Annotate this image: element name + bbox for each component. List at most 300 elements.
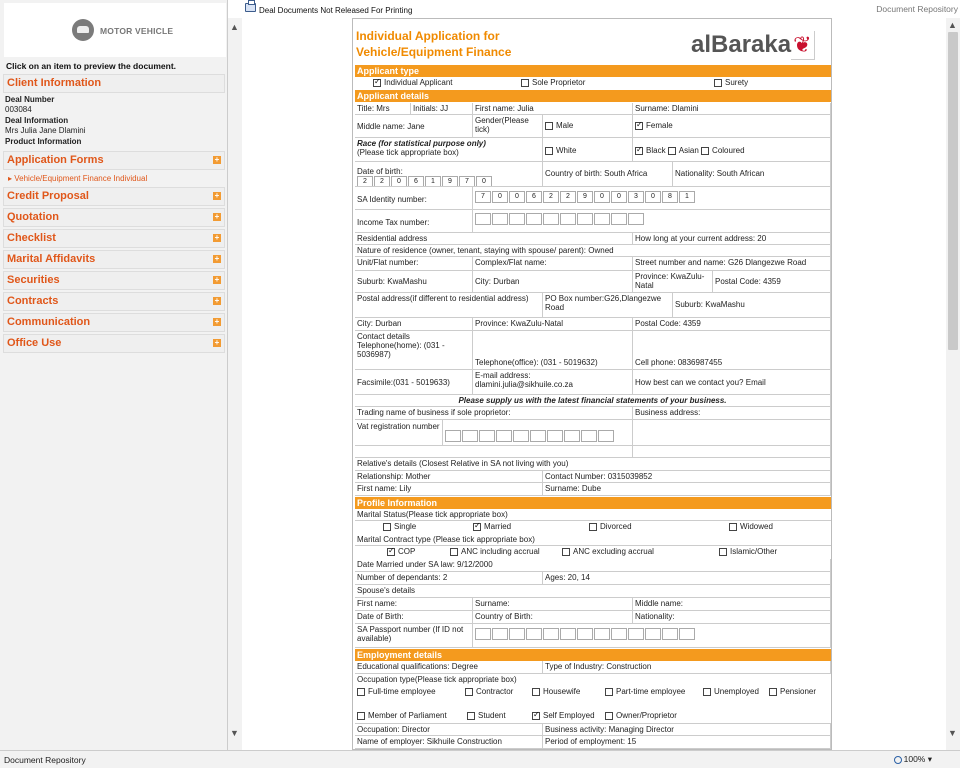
- option-black: Black: [646, 146, 666, 155]
- digit-box[interactable]: 7: [459, 176, 475, 187]
- passport-boxes: [475, 628, 696, 640]
- field-po-box: PO Box number:G26,Dlangezwe Road: [543, 293, 673, 318]
- logo-label: MOTOR VEHICLE: [100, 26, 174, 36]
- field-cell: Cell phone: 0836987455: [633, 331, 831, 370]
- field-ages: Ages: 20, 14: [543, 572, 831, 585]
- option-individual[interactable]: [371, 77, 521, 88]
- contract-cop[interactable]: [385, 546, 455, 557]
- blank-cell: [355, 446, 633, 458]
- digit-box[interactable]: [530, 430, 546, 442]
- occ-part-time[interactable]: [603, 686, 703, 697]
- deal-info: Mrs Julia Jane Dlamini: [5, 126, 86, 135]
- field-business-address: Business address:: [633, 407, 831, 420]
- field-spouse-passport: SA Passport number (If ID not available): [355, 624, 473, 648]
- field-surname: Surname: Dlamini: [633, 103, 831, 115]
- option-label: Divorced: [600, 522, 632, 531]
- digit-box[interactable]: [509, 213, 525, 225]
- checkbox[interactable]: [562, 548, 570, 556]
- option-label: Full-time employee: [368, 687, 436, 696]
- occ-student[interactable]: [465, 710, 535, 721]
- option-label: Female: [646, 121, 673, 130]
- marital-married[interactable]: [471, 521, 551, 532]
- digit-box[interactable]: 8: [662, 191, 678, 203]
- preview-hint: Click on an item to preview the document.: [6, 61, 177, 71]
- occ-parliament[interactable]: [355, 710, 465, 721]
- race-label: Race (for statistical purpose only): [357, 139, 486, 148]
- digit-box[interactable]: [492, 213, 508, 225]
- field-first-name: First name: Julia: [473, 103, 633, 115]
- digit-box[interactable]: 0: [509, 191, 525, 203]
- field-gender-label: Gender(Please tick): [473, 115, 543, 138]
- digit-box[interactable]: 6: [408, 176, 424, 187]
- nature-row: [355, 245, 831, 257]
- occ-pensioner[interactable]: [767, 686, 831, 697]
- digit-box[interactable]: 0: [492, 191, 508, 203]
- occ-full-time[interactable]: [355, 686, 465, 697]
- digit-box[interactable]: [564, 430, 580, 442]
- occ-owner[interactable]: [603, 710, 703, 721]
- section-label: Checklist: [7, 232, 56, 244]
- field-nationality: Nationality: South African: [673, 162, 831, 187]
- relative-header-row: [355, 458, 831, 471]
- option-label: Owner/Proprietor: [616, 711, 677, 720]
- expand-icon[interactable]: +: [214, 275, 220, 284]
- field-city: City: Durban: [473, 271, 633, 293]
- sa-id-label: SA Identity number:: [355, 187, 473, 210]
- spouse-header-row: [355, 585, 831, 598]
- digit-box[interactable]: 1: [679, 191, 695, 203]
- field-postal-code-2: Postal Code: 4359: [633, 318, 831, 331]
- digit-box[interactable]: [462, 430, 478, 442]
- name-row: [355, 103, 831, 115]
- document-toolbar: [242, 0, 960, 18]
- section-header: Applicant type: [355, 65, 831, 77]
- vat-boxes: [445, 430, 615, 442]
- field-contact-preference: How best can we contact you? Email: [633, 370, 831, 395]
- occupation-row: [355, 723, 831, 736]
- digit-box[interactable]: [526, 628, 542, 640]
- occ-contractor[interactable]: [463, 686, 533, 697]
- residential-label: Residential address: [355, 233, 633, 245]
- checkbox[interactable]: [383, 523, 391, 531]
- postal-city-row: [355, 318, 831, 331]
- option-label: Pensioner: [780, 687, 817, 696]
- income-tax-label: Income Tax number:: [355, 210, 473, 233]
- field-qualifications: Educational qualifications: Degree: [355, 661, 543, 674]
- section-label: Credit Proposal: [7, 190, 89, 202]
- sub-item-vehicle-finance[interactable]: ▸ Vehicle/Equipment Finance Individual: [8, 174, 147, 183]
- field-spouse-first-name: First name:: [355, 598, 473, 611]
- spouse-header: Spouse's details: [355, 585, 831, 598]
- digit-box[interactable]: 0: [391, 176, 407, 187]
- digit-box[interactable]: 2: [357, 176, 373, 187]
- occ-unemployed[interactable]: [701, 686, 771, 697]
- digit-box[interactable]: [581, 430, 597, 442]
- occupation-options-row-1: [355, 686, 831, 700]
- digit-box[interactable]: [662, 628, 678, 640]
- field-unit: Unit/Flat number:: [355, 257, 473, 271]
- section-checklist[interactable]: [3, 229, 225, 248]
- field-spouse-middle-name: Middle name:: [633, 598, 831, 611]
- expand-icon[interactable]: +: [214, 338, 220, 347]
- checkbox[interactable]: [357, 688, 365, 696]
- postal-row: [355, 293, 831, 318]
- digit-box[interactable]: [594, 628, 610, 640]
- field-spouse-surname: Surname:: [473, 598, 633, 611]
- section-label: Securities: [7, 274, 60, 286]
- unit-row: [355, 257, 831, 271]
- contact-cell: [355, 331, 473, 370]
- field-business-activity: Business activity: Managing Director: [543, 723, 831, 736]
- contact-label: Contact details: [357, 332, 410, 341]
- digit-box[interactable]: [526, 213, 542, 225]
- digit-box[interactable]: [479, 430, 495, 442]
- repository-title: Document Repository: [876, 4, 958, 14]
- field-complex: Complex/Flat name:: [473, 257, 633, 271]
- checkbox-checked[interactable]: [532, 712, 540, 720]
- digit-box[interactable]: [560, 628, 576, 640]
- option-label: Married: [484, 522, 512, 531]
- digit-box[interactable]: [611, 213, 627, 225]
- checkbox-checked[interactable]: [635, 147, 643, 155]
- income-tax-row: [355, 210, 831, 233]
- checkbox[interactable]: [714, 79, 722, 87]
- digit-box[interactable]: 0: [476, 176, 492, 187]
- suburb-row: [355, 271, 831, 293]
- field-dependants: Number of dependants: 2: [355, 572, 543, 585]
- checkbox[interactable]: [450, 548, 458, 556]
- occupation-options-row-2: [355, 710, 831, 723]
- relative-name-row: [355, 483, 831, 496]
- field-relative-first-name: First name: Lily: [355, 483, 543, 496]
- field-spouse-dob: Date of Birth:: [355, 611, 473, 624]
- spouse-dob-row: [355, 611, 831, 624]
- digit-box[interactable]: [492, 628, 508, 640]
- section-securities[interactable]: [3, 271, 225, 290]
- field-tel-home: Telephone(home): (031 - 5036987): [357, 341, 445, 359]
- field-spouse-nationality: Nationality:: [633, 611, 831, 624]
- digit-box[interactable]: [509, 628, 525, 640]
- section-marital-affidavits[interactable]: [3, 250, 225, 269]
- option-label: Housewife: [543, 687, 581, 696]
- option-sole-proprietor[interactable]: [519, 77, 669, 88]
- race-row: [355, 138, 831, 162]
- digit-box[interactable]: 7: [475, 191, 491, 203]
- marital-divorced[interactable]: [587, 521, 667, 532]
- option-coloured: Coloured: [712, 146, 745, 155]
- digit-box[interactable]: [445, 430, 461, 442]
- marital-contract-label: Marital Contract type (Please tick appropriate box): [355, 534, 831, 546]
- sa-id-boxes: [475, 191, 696, 203]
- expand-icon[interactable]: +: [214, 254, 220, 263]
- section-office-use[interactable]: [3, 334, 225, 353]
- checkbox[interactable]: [545, 147, 553, 155]
- option-label: Single: [394, 522, 417, 531]
- option-surety[interactable]: [712, 77, 812, 88]
- printer-icon[interactable]: [245, 3, 256, 12]
- field-spouse-country: Country of Birth:: [473, 611, 633, 624]
- financials-row: [355, 395, 831, 407]
- occupation-label-row: [355, 674, 831, 686]
- status-text: Document Repository: [4, 755, 86, 765]
- field-postal-suburb: Suburb: KwaMashu: [673, 293, 831, 318]
- section-header: Profile Information: [355, 497, 831, 509]
- digit-box[interactable]: [645, 628, 661, 640]
- expand-icon[interactable]: +: [214, 233, 220, 242]
- relationship-row: [355, 471, 831, 483]
- section-client-information[interactable]: Client Information: [3, 74, 225, 93]
- blank-cell: [633, 446, 831, 458]
- zoom-control[interactable]: 100% ▾: [894, 754, 932, 765]
- digit-box[interactable]: 0: [594, 191, 610, 203]
- field-date-married: Date Married under SA law: 9/12/2000: [355, 559, 831, 572]
- race-label-cell: [355, 138, 543, 162]
- field-employer: Name of employer: Sikhuile Construction: [355, 736, 543, 749]
- field-country-of-birth: Country of birth: South Africa: [543, 162, 673, 187]
- checkbox[interactable]: [769, 688, 777, 696]
- brand-mark-icon: ❦: [791, 31, 814, 60]
- marital-widowed[interactable]: [727, 521, 807, 532]
- digit-box[interactable]: 3: [628, 191, 644, 203]
- digit-box[interactable]: [475, 628, 491, 640]
- digit-box[interactable]: [513, 430, 529, 442]
- checkbox-checked[interactable]: [635, 122, 643, 130]
- digit-box[interactable]: 0: [611, 191, 627, 203]
- digit-box[interactable]: [475, 213, 491, 225]
- title-line-1: Individual Application for: [356, 29, 500, 43]
- race-options: [633, 138, 831, 162]
- scroll-up-icon[interactable]: ▲: [948, 20, 957, 30]
- blank-row: [355, 446, 831, 458]
- checkbox-checked[interactable]: [473, 523, 481, 531]
- sa-id-boxes-cell: [473, 187, 831, 210]
- contact-row: [355, 331, 831, 370]
- option-label: ANC excluding accrual: [573, 547, 654, 556]
- deal-number-label: Deal Number: [5, 95, 55, 104]
- field-tel-office: Telephone(office): (031 - 5019632): [473, 331, 633, 370]
- field-years-at-address: How long at your current address: 20: [633, 233, 831, 245]
- qualifications-row: [355, 661, 831, 674]
- section-communication[interactable]: [3, 313, 225, 332]
- occ-housewife[interactable]: [530, 686, 600, 697]
- checkbox[interactable]: [589, 523, 597, 531]
- document-preview: [352, 18, 832, 750]
- option-label: Unemployed: [714, 687, 759, 696]
- scroll-thumb[interactable]: [948, 32, 958, 350]
- checkbox-checked[interactable]: [387, 548, 395, 556]
- digit-box[interactable]: [598, 430, 614, 442]
- status-bar: [0, 750, 960, 768]
- section-label: Quotation: [7, 211, 59, 223]
- field-contact-number: Contact Number: 0315039852: [543, 471, 831, 483]
- gender-female[interactable]: [633, 115, 831, 138]
- option-label: Contractor: [476, 687, 514, 696]
- marital-label-row: [355, 509, 831, 521]
- digit-box[interactable]: [543, 213, 559, 225]
- contract-islamic[interactable]: [717, 546, 817, 557]
- date-married-row: [355, 559, 831, 572]
- residential-row: [355, 233, 831, 245]
- marital-options-row: [355, 521, 831, 533]
- field-suburb: Suburb: KwaMashu: [355, 271, 473, 293]
- contract-options-row: [355, 546, 831, 559]
- digit-box[interactable]: [628, 213, 644, 225]
- contract-label-row: [355, 534, 831, 546]
- scroll-down-icon[interactable]: ▼: [230, 728, 239, 738]
- passport-boxes-cell: [473, 624, 831, 648]
- checkbox[interactable]: [719, 548, 727, 556]
- checkbox[interactable]: [532, 688, 540, 696]
- scroll-up-icon[interactable]: ▲: [230, 22, 239, 32]
- field-period-of-employment: Period of employment: 15: [543, 736, 831, 749]
- section-label: Office Use: [7, 337, 62, 349]
- checkbox[interactable]: [465, 688, 473, 696]
- field-province: Province: KwaZulu-Natal: [633, 271, 713, 293]
- gender-male[interactable]: [543, 115, 633, 138]
- checkbox[interactable]: [701, 147, 709, 155]
- option-label: Islamic/Other: [730, 547, 778, 556]
- option-label: Male: [556, 121, 574, 130]
- digit-box[interactable]: 0: [645, 191, 661, 203]
- field-relationship: Relationship: Mother: [355, 471, 543, 483]
- checkbox[interactable]: [521, 79, 529, 87]
- passport-row: [355, 624, 831, 648]
- section-credit-proposal[interactable]: [3, 187, 225, 206]
- digit-box[interactable]: 2: [560, 191, 576, 203]
- field-email: E-mail address: dlamini.julia@sikhuile.co.za: [473, 370, 633, 395]
- field-street: Street number and name: G26 Dlangezwe Road: [633, 257, 831, 271]
- field-industry: Type of Industry: Construction: [543, 661, 831, 674]
- option-label: Self Employed: [543, 711, 595, 720]
- digit-box[interactable]: [577, 213, 593, 225]
- dob-cell: [355, 162, 543, 187]
- sa-id-row: [355, 187, 831, 210]
- field-occupation: Occupation: Director: [355, 723, 543, 736]
- print-status: Deal Documents Not Released For Printing: [259, 6, 413, 15]
- digit-box[interactable]: 9: [442, 176, 458, 187]
- digit-box[interactable]: [577, 628, 593, 640]
- digit-box[interactable]: [594, 213, 610, 225]
- section-header: Applicant details: [355, 90, 831, 102]
- section-application-forms[interactable]: [3, 151, 225, 170]
- option-label: Surety: [725, 78, 749, 87]
- digit-box[interactable]: 1: [425, 176, 441, 187]
- checkbox[interactable]: [467, 712, 475, 720]
- document-title: [356, 29, 511, 60]
- deal-info-label: Deal Information: [5, 116, 69, 125]
- vat-row: [355, 420, 831, 446]
- section-contracts[interactable]: [3, 292, 225, 311]
- zoom-level: 100%: [903, 754, 926, 764]
- checkbox[interactable]: [605, 688, 613, 696]
- expand-icon[interactable]: +: [214, 317, 220, 326]
- field-relative-surname: Surname: Dube: [543, 483, 831, 496]
- section-label: Application Forms: [7, 154, 104, 166]
- digit-box[interactable]: [543, 628, 559, 640]
- race-sublabel: (Please tick appropriate box): [357, 148, 459, 157]
- deal-number: 003084: [5, 105, 32, 114]
- occupation-type-label: Occupation type(Please tick appropriate box): [357, 675, 517, 684]
- digit-box[interactable]: 6: [526, 191, 542, 203]
- business-address-blank: [633, 420, 831, 446]
- applicant-type-row: [355, 77, 831, 88]
- contract-anc-excl[interactable]: [560, 546, 670, 557]
- zoom-icon[interactable]: [894, 756, 902, 764]
- option-label: White: [556, 146, 577, 155]
- scroll-down-icon[interactable]: ▼: [948, 728, 957, 738]
- postal-address-label: Postal address(if different to residential address): [355, 293, 543, 318]
- vat-boxes-cell: [443, 420, 633, 446]
- contract-anc-incl[interactable]: [448, 546, 558, 557]
- field-title: Title: Mrs: [355, 103, 411, 115]
- field-postal-province: Province: KwaZulu-Natal: [473, 318, 633, 331]
- option-label: COP: [398, 547, 416, 556]
- marital-status-label: Marital Status(Please tick appropriate box): [355, 509, 831, 521]
- sidebar-scrollbar[interactable]: [228, 18, 242, 750]
- option-asian: Asian: [678, 146, 699, 155]
- checkbox[interactable]: [703, 688, 711, 696]
- checkbox[interactable]: [357, 712, 365, 720]
- section-header: Employment details: [355, 649, 831, 661]
- title-line-2: Vehicle/Equipment Finance: [356, 44, 512, 59]
- digit-box[interactable]: 9: [577, 191, 593, 203]
- car-icon: [72, 19, 94, 41]
- sidebar: [0, 0, 228, 750]
- field-fax: Facsimile:(031 - 5019633): [355, 370, 473, 395]
- income-tax-boxes: [475, 213, 645, 225]
- option-label: Sole Proprietor: [532, 78, 586, 87]
- field-postal-city: City: Durban: [355, 318, 473, 331]
- dependants-row: [355, 572, 831, 585]
- expand-icon[interactable]: +: [214, 212, 220, 221]
- expand-icon[interactable]: +: [214, 155, 220, 164]
- race-white[interactable]: [543, 138, 633, 162]
- digit-box[interactable]: [560, 213, 576, 225]
- checkbox[interactable]: [729, 523, 737, 531]
- document-scrollbar[interactable]: [946, 18, 960, 750]
- option-label: Widowed: [740, 522, 773, 531]
- dob-row: [355, 162, 831, 187]
- product-info-label: Product Information: [5, 137, 82, 146]
- checkbox[interactable]: [668, 147, 676, 155]
- digit-box[interactable]: 2: [543, 191, 559, 203]
- option-label: ANC including accrual: [461, 547, 540, 556]
- marital-single[interactable]: [381, 521, 461, 532]
- section-label: Communication: [7, 316, 91, 328]
- trading-row: [355, 407, 831, 420]
- digit-box[interactable]: [547, 430, 563, 442]
- expand-icon[interactable]: +: [214, 191, 220, 200]
- checkbox[interactable]: [545, 122, 553, 130]
- checkbox[interactable]: [605, 712, 613, 720]
- option-label: Student: [478, 711, 506, 720]
- digit-box[interactable]: [628, 628, 644, 640]
- field-trading-name: Trading name of business if sole proprietor:: [355, 407, 633, 420]
- digit-box[interactable]: [679, 628, 695, 640]
- expand-icon[interactable]: +: [214, 296, 220, 305]
- spouse-name-row: [355, 598, 831, 611]
- digit-box[interactable]: 2: [374, 176, 390, 187]
- section-quotation[interactable]: [3, 208, 225, 227]
- option-label: Individual Applicant: [384, 78, 453, 87]
- digit-box[interactable]: [611, 628, 627, 640]
- dob-label: Date of birth:: [357, 167, 403, 176]
- section-label: Marital Affidavits: [7, 253, 96, 265]
- albaraka-logo: [691, 31, 812, 59]
- relative-header: Relative's details (Closest Relative in SA not living with you): [355, 458, 831, 471]
- checkbox-checked[interactable]: [373, 79, 381, 87]
- digit-box[interactable]: [496, 430, 512, 442]
